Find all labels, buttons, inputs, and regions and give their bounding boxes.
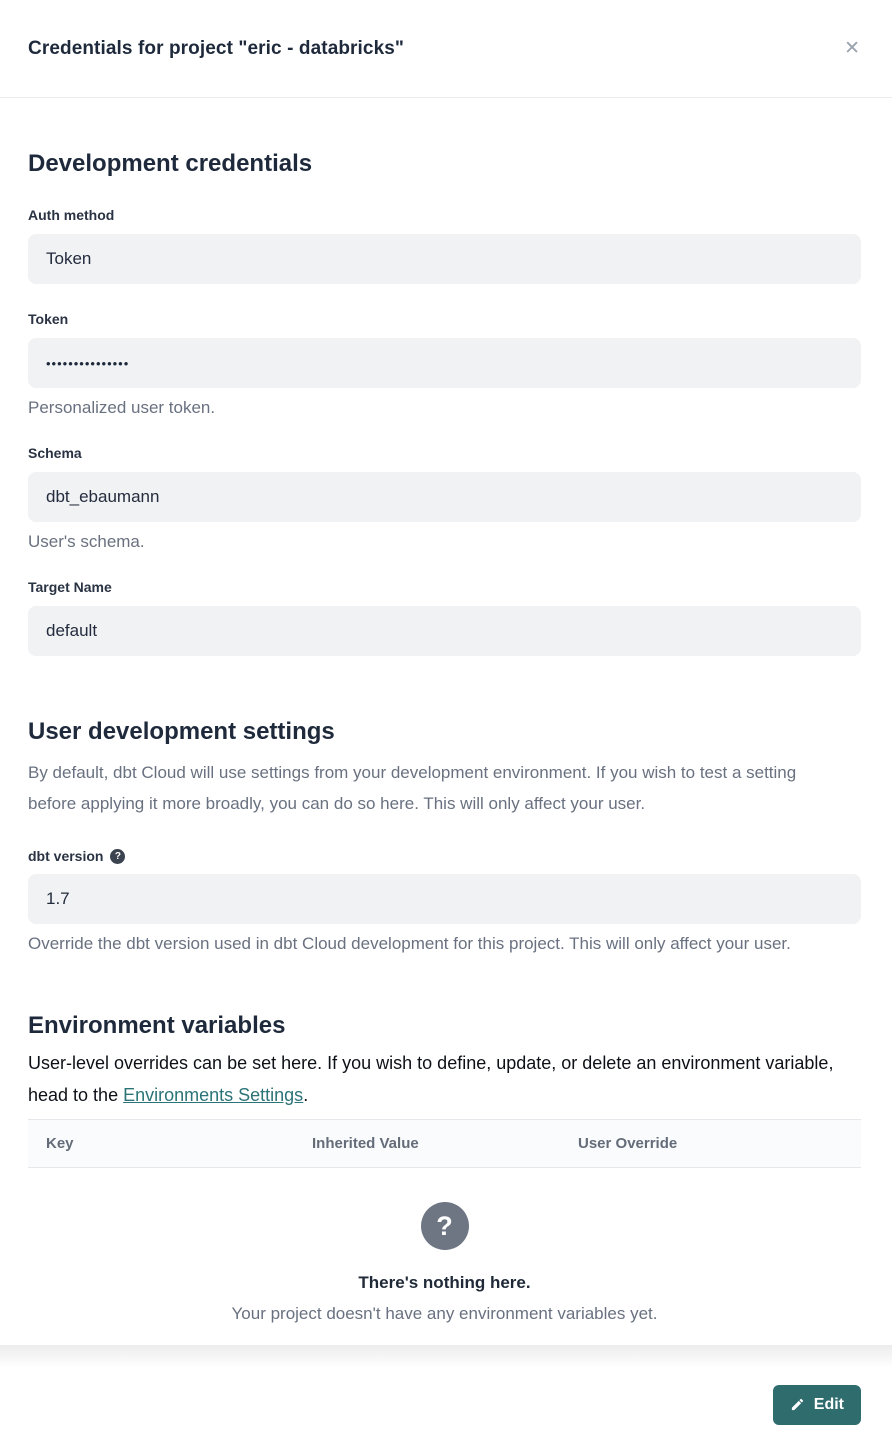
edit-button[interactable]: [773, 1385, 861, 1425]
env-desc-after-link: .: [303, 1085, 309, 1105]
env-vars-empty-state: [28, 1168, 861, 1324]
section-development-credentials: [28, 150, 861, 656]
auth-method-input[interactable]: [28, 234, 861, 284]
target-name-field: [28, 578, 861, 656]
pencil-icon: [790, 1397, 805, 1412]
footer-top-shadow: [0, 1345, 892, 1368]
user-development-settings-description: By default, dbt Cloud will use settings from your development environment. If you wish to test a setting before applying it more broadly, you can do so here. This will only affect your user.: [28, 763, 797, 813]
column-header-inherited-value: Inherited Value: [312, 1135, 419, 1152]
modal-footer: [0, 1368, 892, 1441]
dbt-version-field: [28, 847, 861, 954]
schema-label: Schema: [28, 445, 82, 461]
dbt-version-label: dbt version: [28, 848, 104, 864]
environments-settings-link[interactable]: Environments Settings: [123, 1085, 304, 1105]
edit-button-label: Edit: [813, 1395, 844, 1413]
section-user-development-settings: [28, 718, 861, 954]
token-field: [28, 310, 861, 418]
env-vars-table-header: [28, 1119, 861, 1168]
empty-state-subtitle: Your project doesn't have any environment variables yet.: [231, 1304, 658, 1323]
auth-method-label: Auth method: [28, 207, 115, 223]
dbt-version-helper-text: Override the dbt version used in dbt Cloud development for this project. This will only affect your user.: [28, 934, 791, 953]
dbt-version-input[interactable]: [28, 874, 861, 924]
token-input[interactable]: [28, 338, 861, 388]
column-header-key: Key: [46, 1135, 74, 1152]
close-icon[interactable]: ✕: [844, 38, 860, 59]
token-label: Token: [28, 311, 69, 327]
schema-field: [28, 444, 861, 552]
column-header-user-override: User Override: [578, 1135, 678, 1152]
modal-header: [0, 0, 892, 98]
target-name-label: Target Name: [28, 579, 112, 595]
env-desc-before-link: User-level overrides can be set here. If you wish to define, update, or delete an environment variable, head to the: [28, 1053, 834, 1105]
help-icon[interactable]: ?: [110, 849, 125, 864]
development-credentials-heading: Development credentials: [28, 150, 313, 177]
schema-helper-text: User's schema.: [28, 532, 145, 551]
schema-input[interactable]: [28, 472, 861, 522]
environment-variables-description: [28, 1047, 848, 1111]
token-helper-text: Personalized user token.: [28, 398, 216, 417]
environment-variables-heading: Environment variables: [28, 1012, 286, 1039]
section-environment-variables: [28, 1012, 861, 1324]
page-title: Credentials for project "eric - databricks": [28, 37, 405, 59]
question-mark-icon: ?: [421, 1202, 469, 1250]
empty-state-title: There's nothing here.: [358, 1273, 531, 1292]
target-name-input[interactable]: [28, 606, 861, 656]
auth-method-field: [28, 206, 861, 284]
modal-content: [0, 98, 892, 1345]
user-development-settings-heading: User development settings: [28, 718, 335, 745]
